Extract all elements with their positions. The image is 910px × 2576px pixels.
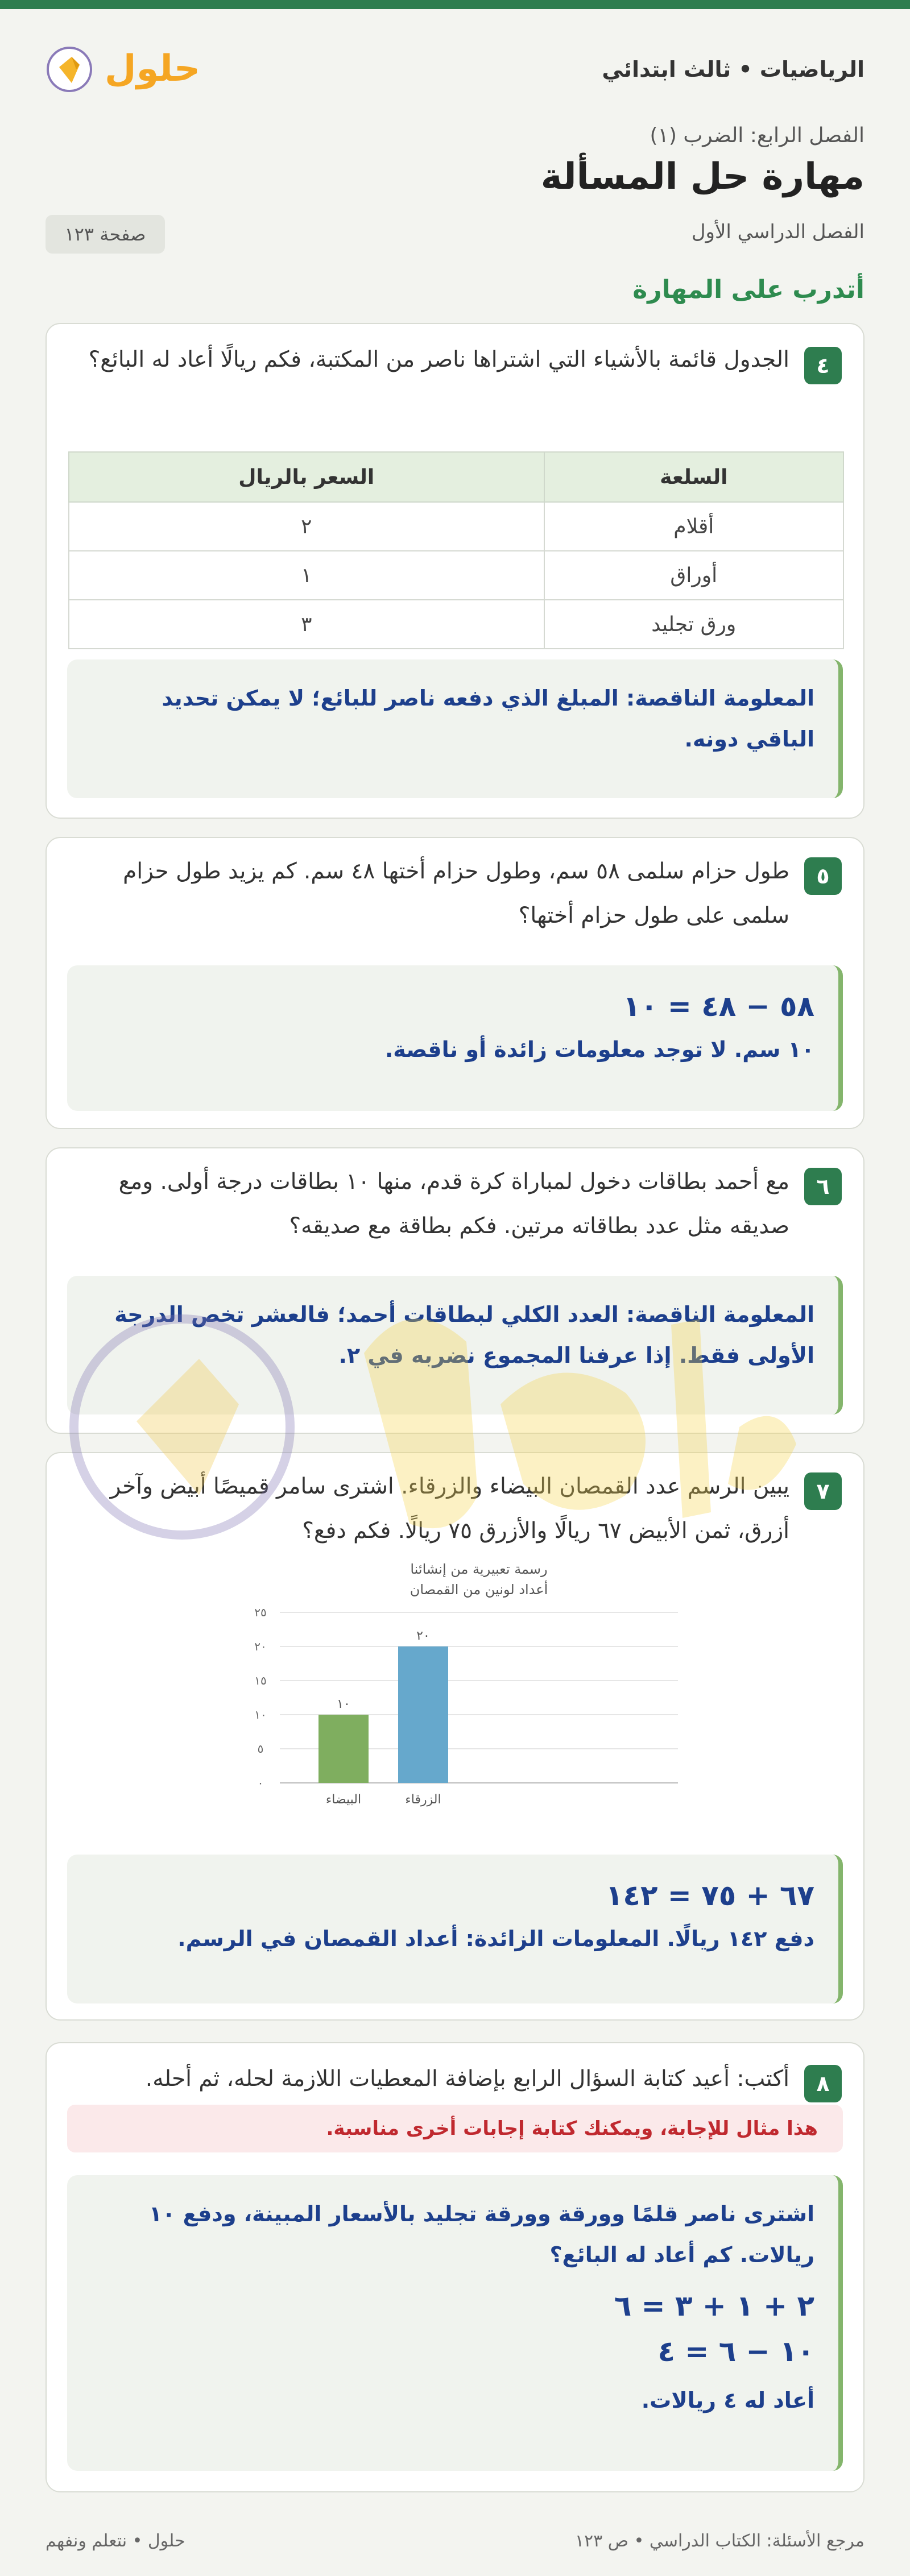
- table-cell: أقلام: [544, 502, 843, 551]
- x-category-label: الزرقاء: [405, 1793, 441, 1807]
- table-cell: ١: [69, 551, 544, 600]
- subject-label: الرياضيات • ثالث ابتدائي: [602, 57, 864, 82]
- logo-text: حلول: [105, 48, 200, 90]
- question-text: الجدول قائمة بالأشياء التي اشتراها ناصر من المكتبة، فكم ريالًا أعاد له البائع؟: [88, 347, 789, 372]
- table-row: [69, 551, 843, 600]
- question-card-6: [46, 1147, 864, 1434]
- answer-box: [67, 2175, 843, 2471]
- answer-equation: ٦٧ + ٧٥ = ١٤٢: [605, 1879, 814, 1912]
- footer-brand: حلول • نتعلم ونفهم: [46, 2531, 185, 2551]
- example-note: هذا مثال للإجابة، ويمكنك كتابة إجابات أخرى مناسبة.: [67, 2105, 843, 2152]
- question-card-8: [46, 2042, 864, 2492]
- question-text: أكتب: أعيد كتابة السؤال الرابع بإضافة المعطيات اللازمة لحله، ثم أحله.: [145, 2066, 789, 2092]
- bar-data-label: ١٠: [337, 1697, 350, 1711]
- answer-box: [67, 965, 843, 1111]
- question-text: طول حزام سلمى ٥٨ سم، وطول حزام أختها ٤٨ سم. كم يزيد طول حزام سلمى على طول حزام أختها؟: [123, 858, 789, 928]
- table-header: السلعة: [544, 452, 843, 502]
- hulool-logo: [44, 35, 204, 98]
- answer-box: [67, 1855, 843, 2003]
- answer-equation: ١٠ − ٦ = ٤: [657, 2335, 814, 2368]
- question-text: مع أحمد بطاقات دخول لمباراة كرة قدم، منها ١٠ بطاقات درجة أولى. ومع صديقه مثل عدد بطاقاته مرتين. فكم بطاقة مع صديقه؟: [118, 1169, 789, 1239]
- question-number: ٦: [804, 1168, 842, 1205]
- question-text: يبين الرسم عدد القمصان البيضاء والزرقاء. اشترى سامر قميصًا أبيض وآخر أزرق، ثمن الأبيض ٦٧ ريالًا والأزرق ٧٥ ريالًا. فكم دفع؟: [110, 1474, 789, 1544]
- chart-bar: [318, 1715, 369, 1783]
- page-badge: صفحة ١٢٣: [46, 215, 165, 254]
- table-header: السعر بالريال: [69, 452, 544, 502]
- answer-box: [67, 1276, 843, 1414]
- y-tick-label: ٢٠: [254, 1640, 267, 1653]
- table-row: [69, 502, 843, 551]
- y-tick-label: ٥: [257, 1742, 264, 1756]
- table-cell: أوراق: [544, 551, 843, 600]
- page-header: [44, 35, 864, 103]
- answer-box: [67, 659, 843, 798]
- bar-data-label: ٢٠: [416, 1629, 430, 1643]
- footer-source: مرجع الأسئلة: الكتاب الدراسي • ص ١٢٣: [574, 2531, 864, 2551]
- answer-conclusion: أعاد له ٤ ريالات.: [641, 2388, 814, 2413]
- table-cell: ٢: [69, 502, 544, 551]
- answer-equation: ٥٨ − ٤٨ = ١٠: [623, 990, 814, 1023]
- shirts-bar-chart: [246, 1555, 712, 1823]
- answer-text: دفع ١٤٢ ريالًا. المعلومات الزائدة: أعداد القمصان في الرسم.: [177, 1926, 814, 1951]
- question-card-7: [46, 1452, 864, 2021]
- semester-label: الفصل الدراسي الأول: [691, 221, 864, 243]
- y-tick-label: ١٥: [254, 1674, 267, 1687]
- table-cell: ورق تجليد: [544, 600, 843, 649]
- answer-text: المعلومة الناقصة: المبلغ الذي دفعه ناصر للبائع؛ لا يمكن تحديد الباقي دونه.: [162, 686, 814, 752]
- answer-text: المعلومة الناقصة: العدد الكلي لبطاقات أحمد؛ فالعشر تخص الدرجة الأولى فقط. إذا عرفنا المجموع نضربه في ٢.: [114, 1302, 814, 1368]
- question-number: ٤: [804, 347, 842, 384]
- y-tick-label: ١٠: [254, 1708, 267, 1722]
- answer-text: اشترى ناصر قلمًا وورقة وورقة تجليد بالأسعار المبينة، ودفع ١٠ ريالات. كم أعاد له البائع؟: [148, 2201, 814, 2267]
- chapter-label: الفصل الرابع: الضرب (١): [650, 124, 864, 147]
- answer-text: ١٠ سم. لا توجد معلومات زائدة أو ناقصة.: [384, 1037, 814, 1062]
- items-table: [68, 451, 844, 649]
- table-row: [69, 600, 843, 649]
- page-title: مهارة حل المسألة: [540, 156, 864, 198]
- question-number: ٥: [804, 857, 842, 895]
- x-category-label: البيضاء: [325, 1793, 362, 1807]
- chart-title: رسمة تعبيرية من إنشائنا: [410, 1561, 548, 1577]
- table-header-row: [69, 452, 843, 502]
- question-card-4: [46, 323, 864, 819]
- question-number: ٨: [804, 2065, 842, 2102]
- top-accent-bar: [0, 0, 910, 9]
- answer-equation: ٢ + ١ + ٣ = ٦: [614, 2289, 814, 2322]
- question-number: ٧: [804, 1472, 842, 1510]
- y-tick-label: ٢٥: [254, 1606, 267, 1619]
- section-title: أتدرب على المهارة: [632, 275, 864, 304]
- y-tick-label: ٠: [257, 1776, 264, 1790]
- chart-bar: [398, 1646, 448, 1783]
- table-cell: ٣: [69, 600, 544, 649]
- chart-subtitle: أعداد لونين من القمصان: [410, 1582, 548, 1598]
- question-card-5: [46, 837, 864, 1129]
